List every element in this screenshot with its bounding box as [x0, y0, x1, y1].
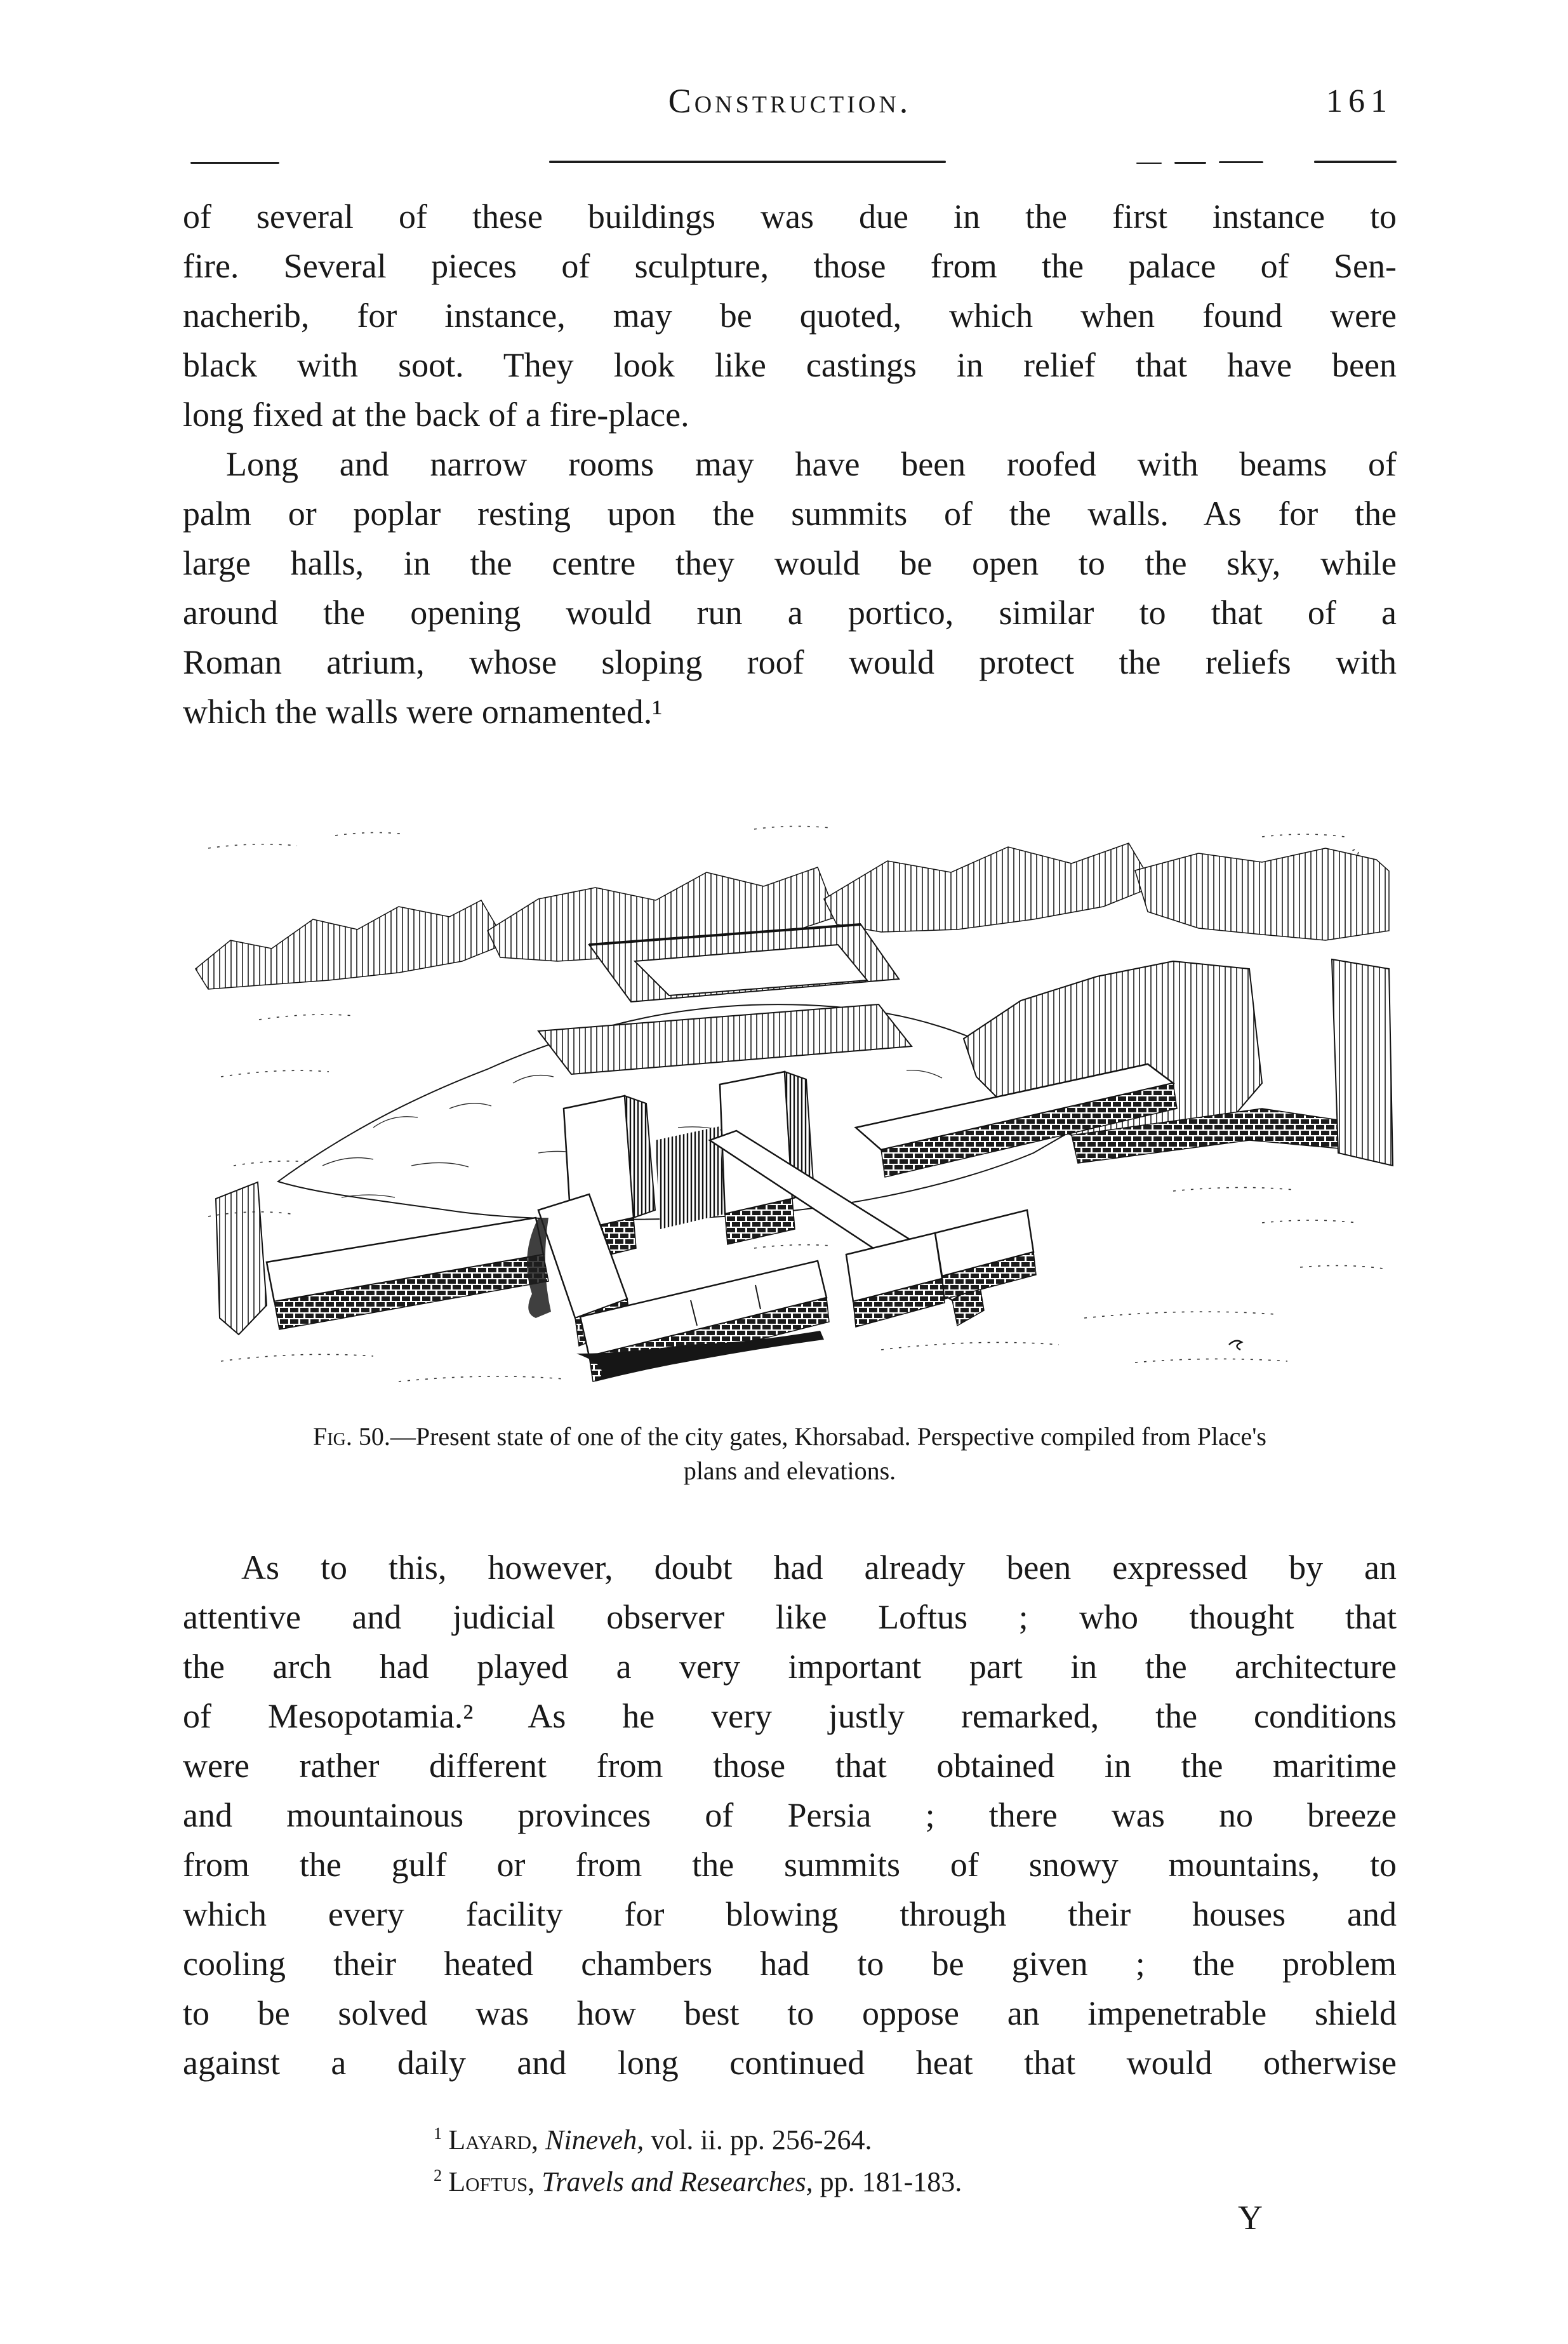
figure-caption-line-2: plans and elevations. [683, 1456, 896, 1485]
text-line: palm or poplar resting upon the summits of the walls. As for the [183, 495, 1397, 533]
page-header [183, 81, 1397, 132]
footnote-1 [434, 2119, 1397, 2161]
figure-engraving [183, 810, 1397, 1394]
figure-caption [183, 1420, 1397, 1488]
footnote-title: Travels and Researches, [541, 2166, 813, 2197]
page-number: 161 [1326, 83, 1393, 119]
paragraph-1 [183, 192, 1397, 439]
footnote-ref: pp. 181-183. [820, 2166, 962, 2197]
text-line: were rather different from those that obtained in the maritime [183, 1747, 1397, 1785]
running-head: Construction. [668, 82, 912, 120]
text-line: and mountainous provinces of Persia ; there was no breeze [183, 1796, 1397, 1834]
text-line: black with soot. They look like castings in relief that have been [183, 346, 1397, 384]
signature-mark: Y [1238, 2199, 1263, 2237]
text-line: from the gulf or from the summits of snowy mountains, to [183, 1846, 1397, 1884]
footnote-2 [434, 2161, 1397, 2203]
text-line: fire. Several pieces of sculpture, those from the palace of Sen- [183, 247, 1397, 285]
footnote-title: Nineveh, [545, 2124, 644, 2155]
text-line: the arch had played a very important part in the architecture [183, 1648, 1397, 1686]
footnote-ref: vol. ii. pp. 256-264. [651, 2124, 872, 2155]
footnote-marker: 2 [434, 2166, 442, 2185]
paragraph-2 [183, 439, 1397, 736]
text-line: large halls, in the centre they would be open to the sky, while [183, 544, 1397, 582]
figure-caption-line-1: Fig. 50.—Present state of one of the city gates, Khorsabad. Perspective compiled from Place's [313, 1422, 1266, 1451]
text-line: Roman atrium, whose sloping roof would protect the reliefs with [183, 643, 1397, 681]
text-line: around the opening would run a portico, similar to that of a [183, 594, 1397, 632]
text-line: As to this, however, doubt had already been expressed by an [241, 1548, 1397, 1587]
footnote-marker: 1 [434, 2124, 442, 2143]
text-line: cooling their heated chambers had to be given ; the problem [183, 1945, 1397, 1983]
header-rule [183, 160, 1397, 165]
figure-label: Fig. 50. [313, 1422, 390, 1451]
footnote-author: Loftus, [448, 2166, 535, 2197]
text-line: of Mesopotamia.² As he very justly remarked, the conditions [183, 1697, 1397, 1735]
text-line: to be solved was how best to oppose an impenetrable shield [183, 1994, 1397, 2032]
text-line: of several of these buildings was due in the first instance to [183, 197, 1397, 236]
text-column [183, 192, 1397, 2203]
footnotes [183, 2119, 1397, 2203]
text-line: attentive and judicial observer like Loftus ; who thought that [183, 1598, 1397, 1636]
figure-50 [183, 810, 1397, 1488]
text-line: which the walls were ornamented.¹ [183, 693, 663, 731]
text-line: long fixed at the back of a fire-place. [183, 396, 689, 434]
text-line: Long and narrow rooms may have been roofed with beams of [226, 445, 1397, 483]
text-line: nacherib, for instance, may be quoted, which when found were [183, 296, 1397, 335]
footnote-author: Layard, [448, 2124, 539, 2155]
text-line: against a daily and long continued heat that would otherwise [183, 2044, 1397, 2082]
text-line: which every facility for blowing through their houses and [183, 1895, 1397, 1933]
paragraph-3 [183, 1543, 1397, 2088]
